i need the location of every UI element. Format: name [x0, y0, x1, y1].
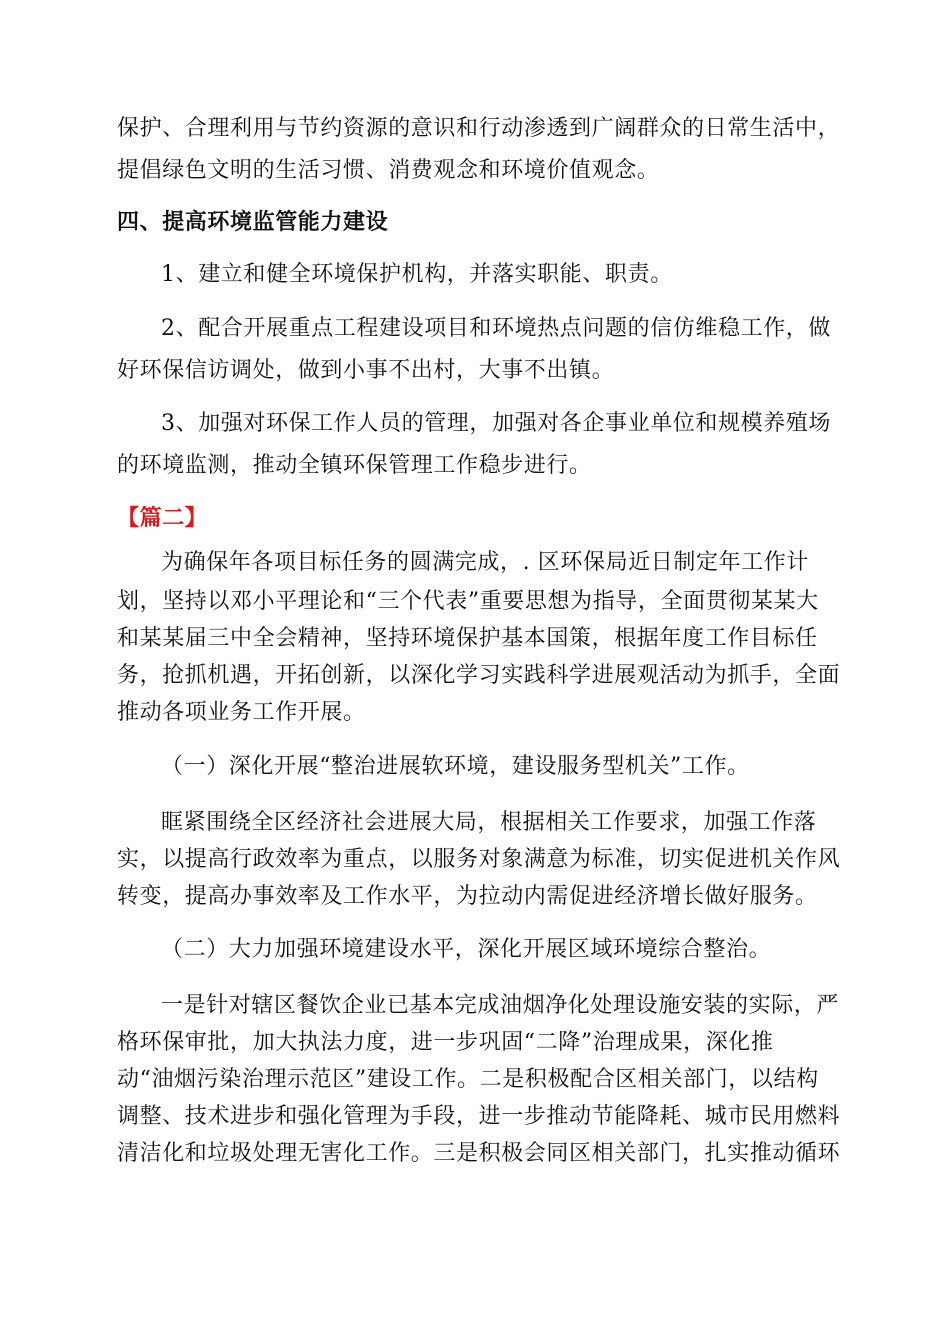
body-text-line: 动“油烟污染治理示范区”建设工作。二是积极配合区相关部门，以结构 — [117, 1067, 819, 1092]
body-text-line: 和某某届三中全会精神，坚持环境保护基本国策，根据年度工作目标任 — [117, 626, 818, 651]
body-text-line: 实，以提高行政效率为重点，以服务对象满意为标准，切实促进机关作风 — [117, 847, 841, 872]
section-heading: 四、提高环境监管能力建设 — [117, 209, 389, 235]
list-item: 1、建立和健全环境保护机构，并落实职能、职责。 — [161, 262, 673, 287]
subsection-heading: （二）大力加强环境建设水平，深化开展区域环境综合整治。 — [161, 937, 772, 962]
body-text-line: 格环保审批，加大执法力度，进一步巩固“二降”治理成果，深化推 — [117, 1030, 774, 1055]
chapter-heading: 【篇二】 — [117, 505, 208, 531]
list-item: 2、配合开展重点工程建设项目和环境热点问题的信仿维稳工作，做 — [161, 316, 831, 341]
list-item: 3、加强对环保工作人员的管理，加强对各企事业单位和规模养殖场 — [161, 411, 831, 436]
body-text-line: 推动各项业务工作开展。 — [117, 700, 366, 725]
body-text-line: 好环保信访调处，做到小事不出村，大事不出镇。 — [117, 358, 615, 383]
body-text-line: 为确保年各项目标任务的圆满完成，. 区环保局近日制定年工作计 — [161, 550, 809, 575]
body-text-line: 务，抢抓机遇，开拓创新，以深化学习实践科学进展观活动为抓手，全面 — [117, 663, 841, 688]
body-text-line: 的环境监测，推动全镇环保管理工作稳步进行。 — [117, 453, 592, 478]
body-text-line: 转变，提高办事效率及工作水平，为拉动内需促进经济增长做好服务。 — [117, 884, 818, 909]
body-text-line: 一是针对辖区餐饮企业已基本完成油烟净化处理设施安装的实际，严 — [161, 993, 840, 1018]
body-text-line: 清洁化和垃圾处理无害化工作。三是积极会同区相关部门，扎实推动循环 — [117, 1141, 841, 1166]
body-text-line: 划，坚持以邓小平理论和“三个代表”重要思想为指导，全面贯彻某某大 — [117, 589, 819, 614]
body-text-line: 提倡绿色文明的生活习惯、消费观念和环境价值观念。 — [117, 158, 660, 183]
body-text-line: 保护、合理利用与节约资源的意识和行动渗透到广阔群众的日常生活中， — [117, 116, 841, 141]
body-text-line: 眶紧围绕全区经济社会进展大局，根据相关工作要求，加强工作落 — [161, 810, 817, 835]
body-text-line: 调整、技术进步和强化管理为手段，进一步推动节能降耗、城市民用燃料 — [117, 1104, 841, 1129]
subsection-heading: （一）深化开展“整治进展软环境，建设服务型机关”工作。 — [161, 754, 750, 779]
